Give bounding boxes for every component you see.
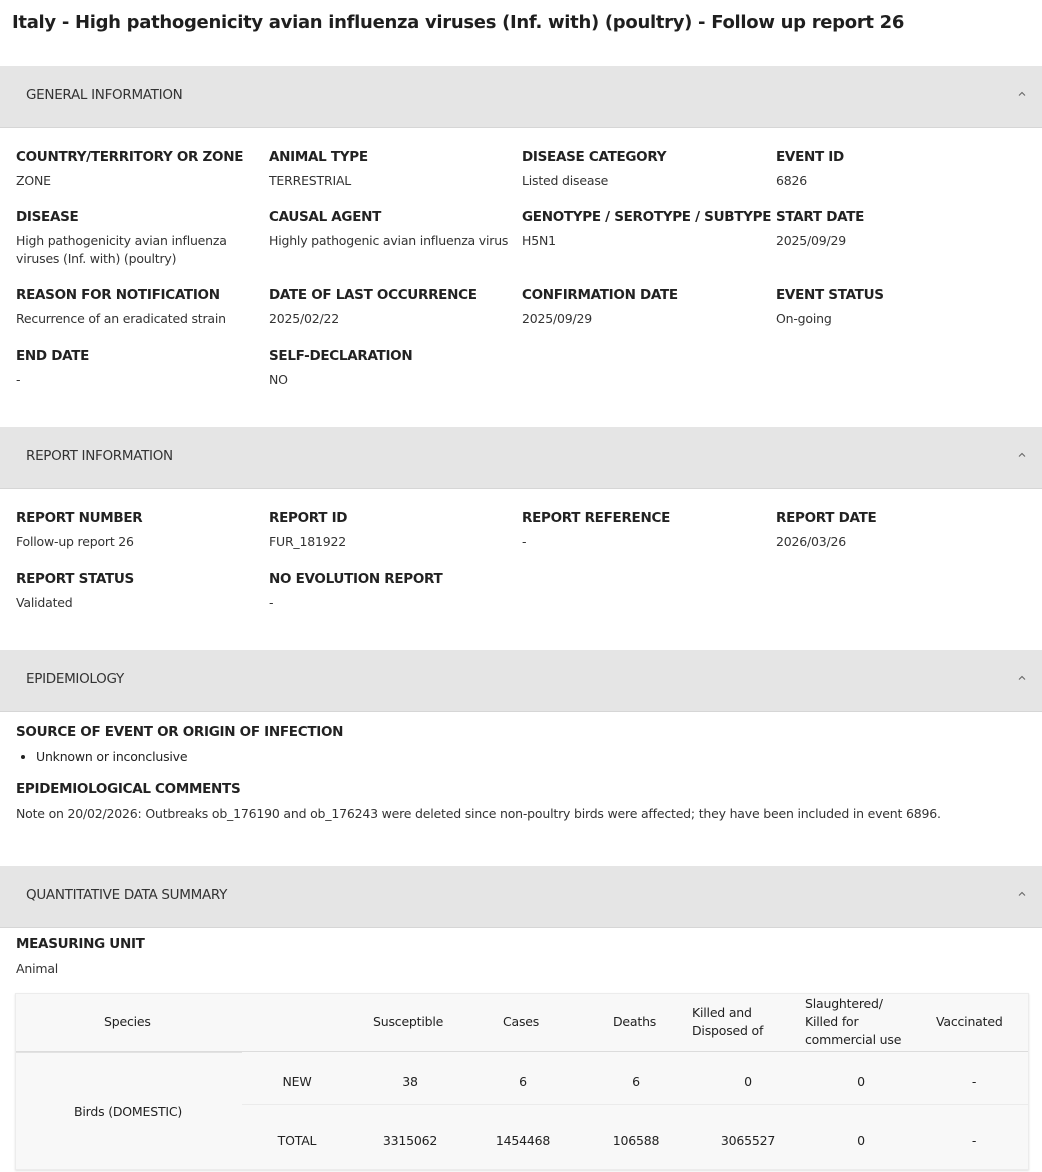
field-report-status [16, 571, 266, 612]
field-report-date [776, 510, 1026, 551]
header-vaccinated: Vaccinated [936, 1014, 1003, 1029]
field-label: ANIMAL TYPE [269, 149, 368, 165]
field-value: Highly pathogenic avian influenza virus [269, 233, 509, 248]
header-line: Killed for [805, 1014, 859, 1029]
epidemiological-comments-text: Note on 20/02/2026: Outbreaks ob_176190 and ob_176243 were deleted since non-poultry birds were affected; they have been included in event 6896. [16, 806, 941, 821]
field-label: REPORT NUMBER [16, 510, 143, 526]
field-label: DATE OF LAST OCCURRENCE [269, 287, 477, 303]
field-value: 2025/09/29 [776, 233, 847, 248]
field-label: DISEASE CATEGORY [522, 149, 667, 165]
field-value: H5N1 [522, 233, 556, 248]
field-label: DISEASE [16, 209, 79, 225]
field-label: START DATE [776, 209, 865, 225]
measuring-unit-value: Animal [16, 961, 59, 976]
list-item: • Unknown or inconclusive [36, 749, 187, 764]
epidemiology-title: EPIDEMIOLOGY [26, 671, 124, 687]
row-total-label: TOTAL [277, 1133, 317, 1148]
header-susceptible: Susceptible [373, 1014, 444, 1029]
cell-new-slaughtered: 0 [857, 1074, 865, 1089]
row-divider [242, 1104, 1028, 1105]
chevron-up-icon[interactable] [1016, 672, 1028, 684]
field-confirmation-date [522, 287, 772, 328]
source-of-event-label: SOURCE OF EVENT OR ORIGIN OF INFECTION [16, 724, 344, 740]
field-label: EVENT ID [776, 149, 844, 165]
field-value: - [522, 534, 527, 549]
table-header-row [16, 994, 1028, 1052]
general-information-header[interactable] [0, 66, 1042, 128]
cell-total-killed: 3065527 [720, 1133, 776, 1148]
header-line: Killed and [692, 1005, 752, 1020]
field-animal-type [269, 149, 519, 190]
field-label: REPORT REFERENCE [522, 510, 670, 526]
field-country [16, 149, 266, 190]
field-label: CAUSAL AGENT [269, 209, 382, 225]
field-event-id [776, 149, 1026, 190]
field-label: REASON FOR NOTIFICATION [16, 287, 220, 303]
epidemiology-header[interactable] [0, 650, 1042, 712]
header-line: Disposed of [692, 1023, 764, 1038]
field-disease-category [522, 149, 772, 190]
field-label: EVENT STATUS [776, 287, 884, 303]
field-label: NO EVOLUTION REPORT [269, 571, 443, 587]
chevron-up-icon[interactable] [1016, 449, 1028, 461]
cell-total-vaccinated: - [971, 1133, 977, 1148]
field-label: REPORT ID [269, 510, 348, 526]
field-value: Follow-up report 26 [16, 534, 134, 549]
field-report-id [269, 510, 519, 551]
cell-total-deaths: 106588 [612, 1133, 660, 1148]
field-end-date [16, 348, 266, 389]
report-information-title: REPORT INFORMATION [26, 448, 173, 464]
chevron-up-icon[interactable] [1016, 88, 1028, 100]
field-label: END DATE [16, 348, 90, 364]
cell-total-cases: 1454468 [495, 1133, 551, 1148]
chevron-up-icon[interactable] [1016, 888, 1028, 900]
field-label: COUNTRY/TERRITORY OR ZONE [16, 149, 244, 165]
field-value: 2026/03/26 [776, 534, 847, 549]
header-killed-disposed [692, 1004, 763, 1040]
field-value: High pathogenicity avian influenza viruses (Inf. with) (poultry) [16, 233, 227, 266]
measuring-unit-label: MEASURING UNIT [16, 936, 145, 952]
field-disease [16, 209, 256, 268]
page-title: Italy - High pathogenicity avian influenza viruses (Inf. with) (poultry) - Follow up report 26 [12, 12, 905, 33]
species-name: Birds (DOMESTIC) [74, 1104, 183, 1119]
quantitative-data-header[interactable] [0, 866, 1042, 928]
header-species: Species [104, 1014, 151, 1029]
field-value: FUR_181922 [269, 534, 346, 549]
field-no-evolution-report [269, 571, 519, 612]
field-value: NO [269, 372, 288, 387]
field-last-occurrence [269, 287, 519, 328]
field-start-date [776, 209, 1026, 250]
field-value: Recurrence of an eradicated strain [16, 311, 226, 326]
cell-new-susceptible: 38 [402, 1074, 418, 1089]
field-value: Validated [16, 595, 73, 610]
cell-new-killed: 0 [744, 1074, 752, 1089]
header-slaughtered [805, 995, 901, 1049]
field-reason [16, 287, 266, 328]
field-report-number [16, 510, 266, 551]
header-line: commercial use [805, 1032, 902, 1047]
epidemiological-comments-label: EPIDEMIOLOGICAL COMMENTS [16, 781, 241, 797]
general-information-title: GENERAL INFORMATION [26, 87, 183, 103]
field-value: On-going [776, 311, 832, 326]
field-value: 2025/02/22 [269, 311, 340, 326]
field-value: ZONE [16, 173, 51, 188]
cell-total-slaughtered: 0 [857, 1133, 865, 1148]
cell-new-deaths: 6 [632, 1074, 640, 1089]
field-label: REPORT STATUS [16, 571, 134, 587]
cell-new-cases: 6 [519, 1074, 527, 1089]
cell-new-vaccinated: - [971, 1074, 977, 1089]
field-label: REPORT DATE [776, 510, 877, 526]
report-information-header[interactable] [0, 427, 1042, 489]
quantitative-data-title: QUANTITATIVE DATA SUMMARY [26, 887, 228, 903]
header-deaths: Deaths [613, 1014, 657, 1029]
field-self-declaration [269, 348, 519, 389]
field-value: TERRESTRIAL [269, 173, 352, 188]
source-of-event-list [36, 749, 187, 764]
field-value: - [16, 372, 21, 387]
header-cases: Cases [503, 1014, 540, 1029]
field-label: CONFIRMATION DATE [522, 287, 678, 303]
field-report-reference [522, 510, 772, 551]
header-line: Slaughtered/ [805, 996, 883, 1011]
field-value: - [269, 595, 274, 610]
field-value: 6826 [776, 173, 808, 188]
field-value: 2025/09/29 [522, 311, 593, 326]
field-genotype [522, 209, 772, 250]
field-event-status [776, 287, 1026, 328]
quantitative-data-table [15, 993, 1029, 1170]
field-value: Listed disease [522, 173, 609, 188]
cell-total-susceptible: 3315062 [382, 1133, 438, 1148]
field-causal-agent [269, 209, 521, 250]
row-new-label: NEW [282, 1074, 312, 1089]
field-label: SELF-DECLARATION [269, 348, 413, 364]
row-divider [16, 1052, 242, 1053]
field-label: GENOTYPE / SEROTYPE / SUBTYPE [522, 209, 772, 225]
